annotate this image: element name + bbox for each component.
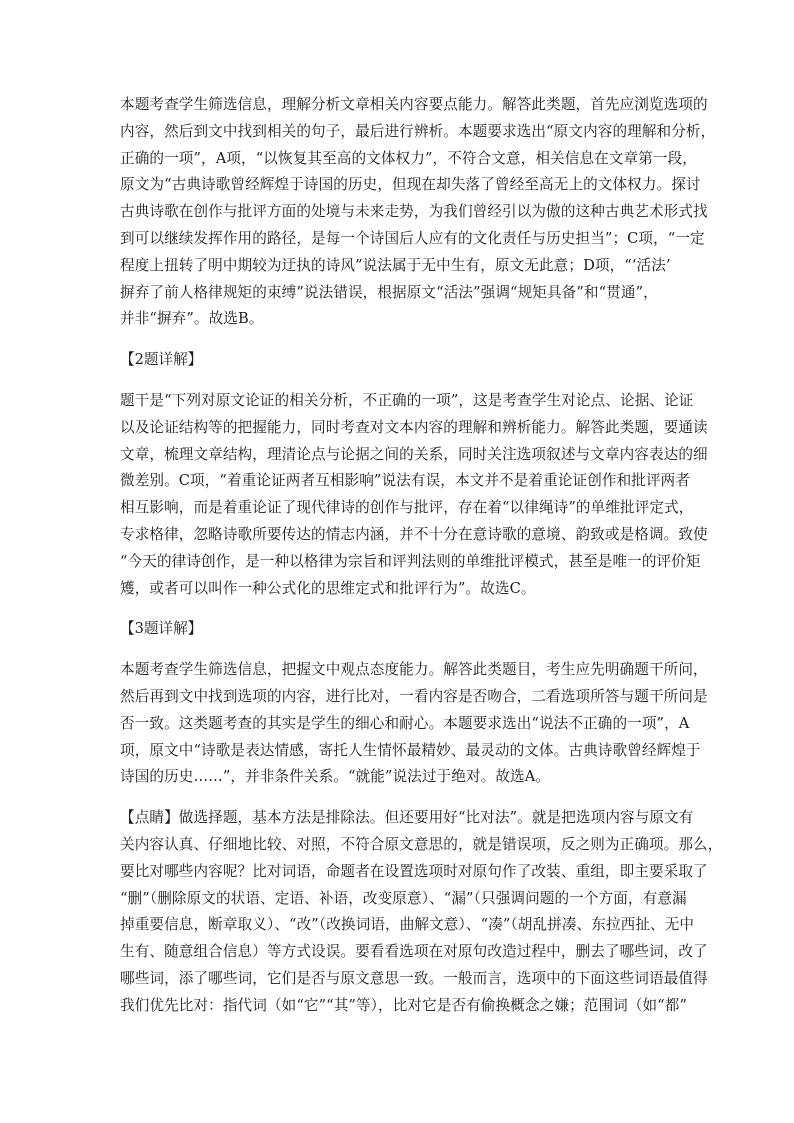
text-line: “今天的律诗创作，是一种以格律为宗旨和评判法则的单维批评模式，甚至是唯一的评价矩 [120,552,701,570]
text-line: 生有、随意组合信息）等方式设误。要看看选项在对原句改造过程中，删去了哪些词，改了 [120,943,708,961]
text-line: 诗国的历史……”，并非条件关系。“就能”说法过于绝对。故选A。 [120,768,551,786]
text-line: 本题考查学生筛选信息，理解分析文章相关内容要点能力。解答此类题，首先应浏览选项的 [120,96,708,113]
text-line: 【点睛】做选择题，基本方法是排除法。但还要用好“比对法”。就是把选项内容与原文有 [120,809,694,827]
text-line: 要比对哪些内容呢？比对词语，命题者在设置选项时对原句作了改装、重组，即主要采取了 [120,862,708,880]
text-line: 我们优先比对：指代词（如“它”“其”等），比对它是否有偷换概念之嫌；范围词（如“都” [120,996,688,1014]
text-line: 否一致。这类题考查的其实是学生的细心和耐心。本题要求选出“说法不正确的一项”，A [120,714,690,732]
text-line: 古典诗歌在创作与批评方面的处境与未来走势，为我们曾经引以为傲的这种古典艺术形式找 [120,203,708,221]
text-line: 程度上扭转了明中期较为迂执的诗风”说法属于无中生有，原文无此意；D项，“‘活法’ [120,256,671,274]
text-line: 文章，梳理文章结构，理清论点与论据之间的关系，同时关注选项叙述与文章内容表达的细 [120,445,708,463]
text-line: 微差别。C项，“着重论证两者互相影响”说法有误，本文并不是着重论证创作和批评两者 [120,472,691,490]
text-line: 哪些词，添了哪些词，它们是否与原文意思一致。一般而言，选项中的下面这些词语最值得 [120,969,708,987]
text-line: 专求格律，忽略诗歌所要传达的情志内涵，并不十分在意诗歌的意境、韵致或是格调。致使 [120,525,708,543]
text-line: 摒弃了前人格律规矩的束缚”说法错误，根据原文“活法”强调“规矩具备”和“贯通”， [120,283,658,301]
text-line: 矱，或者可以叫作一种公式化的思维定式和批评行为”。故选C。 [120,579,536,597]
paragraph-q3-detail [120,657,708,791]
section-heading-q3: 【3题详解】 [120,620,203,638]
paragraph-1-analysis [120,92,716,333]
text-line: 掉重要信息，断章取义）、“改”（改换词语，曲解文意）、“凑”（胡乱拼凑、东拉西扯、无中 [120,916,695,934]
text-line: 题干是“下列对原文论证的相关分析，不正确的一项”，这是考查学生对论点、论据、论证 [120,391,694,409]
text-line: 原文为“古典诗歌曾经辉煌于诗国的历史，但现在却失落了曾经至高无上的文体权力。探讨 [120,176,701,194]
text-line: 内容，然后到文中找到相关的句子，最后进行辨析。本题要求选出“原文内容的理解和分析， [120,122,716,140]
paragraph-key-point [120,805,723,1019]
text-line: 到可以继续发挥作用的路径，是每一个诗国后人应有的文化责任与历史担当”；C项，“一定 [120,229,705,247]
text-line: 关内容认真、仔细地比较、对照，不符合原文意思的，就是错误项，反之则为正确项。那么， [120,835,723,853]
text-line: 相互影响，而是着重论证了现代律诗的创作与批评，存在着“以律绳诗”的单维批评定式， [120,499,694,517]
text-line: 项，原文中“诗歌是表达情感，寄托人生情怀最精妙、最灵动的文体。古典诗歌曾经辉煌于 [120,741,701,759]
text-line: “删”（删除原文的状语、定语、补语，改变原意）、“漏”（只强调问题的一个方面，有意漏 [120,889,687,907]
text-line: 本题考查学生筛选信息，把握文中观点态度能力。解答此类题目，考生应先明确题干所问， [120,661,708,679]
paragraph-q2-detail [120,388,708,602]
text-line: 正确的一项”，A项，“以恢复其至高的文体权力”，不符合文意，相关信息在文章第一段， [120,149,697,167]
text-line: 以及论证结构等的把握能力，同时考查对文本内容的理解和辨析能力。解答此类题，要通读 [120,418,708,436]
text-line: 并非“摒弃”。故选B。 [120,310,264,328]
section-heading-q2: 【2题详解】 [120,351,203,369]
text-line: 然后再到文中找到选项的内容，进行比对，一看内容是否吻合，二看选项所答与题干所问是 [120,687,708,705]
